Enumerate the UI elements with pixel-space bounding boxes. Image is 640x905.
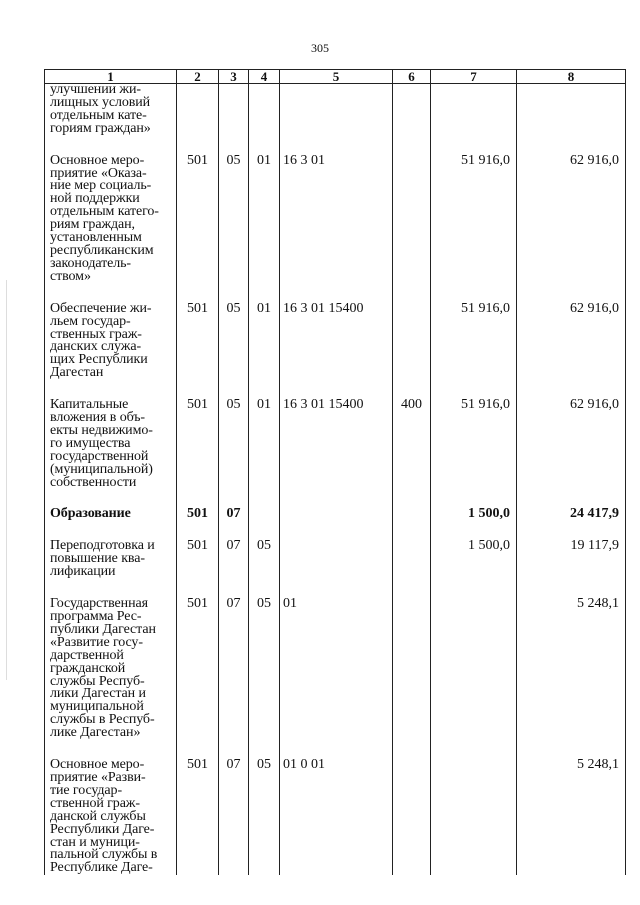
table-row <box>45 155 626 284</box>
row-name-cell: Основное меро- приятие «Разви- тие государ- ственной граж- данской службы Республики Даге- стан и муници- пальной службы в Республике Даге- <box>45 759 177 875</box>
row-value-cell <box>431 598 517 740</box>
row-value-cell: 501 <box>177 155 219 284</box>
row-spacer <box>45 489 626 508</box>
row-value-cell: 01 <box>249 303 280 380</box>
row-name-cell: Образование <box>45 508 177 521</box>
row-value-cell <box>393 759 431 875</box>
spacer-cell <box>393 284 431 303</box>
row-value-cell: 501 <box>177 598 219 740</box>
column-header: 8 <box>517 70 626 84</box>
row-value-cell: 501 <box>177 399 219 489</box>
table-row <box>45 759 626 875</box>
spacer-cell <box>393 740 431 759</box>
row-value-cell: 501 <box>177 303 219 380</box>
table-row <box>45 399 626 489</box>
row-spacer <box>45 284 626 303</box>
row-value-cell: 62 916,0 <box>517 303 626 380</box>
spacer-cell <box>393 489 431 508</box>
row-value-cell: 05 <box>219 303 249 380</box>
table-row <box>45 303 626 380</box>
row-value-cell: 400 <box>393 399 431 489</box>
row-value-cell: 01 <box>249 155 280 284</box>
row-name-cell: улучшении жи- лищных условий отдельным кате- гориям граждан» <box>45 84 177 136</box>
row-value-cell: 05 <box>249 759 280 875</box>
column-header: 3 <box>219 70 249 84</box>
spacer-cell <box>280 489 393 508</box>
row-value-cell: 01 <box>280 598 393 740</box>
row-value-cell: 62 916,0 <box>517 399 626 489</box>
row-value-cell <box>249 508 280 521</box>
row-name-cell: Переподготовка и повышение ква- лификации <box>45 540 177 579</box>
spacer-cell <box>177 284 219 303</box>
spacer-cell <box>517 284 626 303</box>
row-value-cell: 05 <box>249 598 280 740</box>
spacer-cell <box>280 284 393 303</box>
budget-table <box>44 69 626 875</box>
column-header: 2 <box>177 70 219 84</box>
row-value-cell <box>431 759 517 875</box>
margin-scan-line <box>6 280 7 680</box>
row-value-cell: 01 <box>249 399 280 489</box>
row-value-cell: 51 916,0 <box>431 399 517 489</box>
row-value-cell: 07 <box>219 508 249 521</box>
row-value-cell <box>393 84 431 136</box>
row-value-cell: 05 <box>249 540 280 579</box>
row-value-cell <box>249 84 280 136</box>
row-value-cell: 07 <box>219 540 249 579</box>
row-value-cell <box>393 508 431 521</box>
table-body <box>45 84 626 876</box>
row-value-cell: 05 <box>219 399 249 489</box>
column-header: 1 <box>45 70 177 84</box>
row-name-cell: Капитальные вложения в объ- екты недвижимо- го имущества государственной (муниципальной) собственности <box>45 399 177 489</box>
row-value-cell <box>517 84 626 136</box>
spacer-cell <box>249 284 280 303</box>
row-value-cell <box>177 84 219 136</box>
row-value-cell: 05 <box>219 155 249 284</box>
spacer-cell <box>249 489 280 508</box>
spacer-cell <box>280 136 393 155</box>
row-value-cell: 1 500,0 <box>431 508 517 521</box>
spacer-cell <box>280 521 393 540</box>
row-value-cell: 16 3 01 15400 <box>280 399 393 489</box>
spacer-cell <box>45 284 177 303</box>
row-value-cell: 07 <box>219 598 249 740</box>
column-header: 5 <box>280 70 393 84</box>
row-value-cell: 01 0 01 <box>280 759 393 875</box>
row-value-cell <box>280 540 393 579</box>
spacer-cell <box>431 740 517 759</box>
spacer-cell <box>431 136 517 155</box>
row-value-cell: 501 <box>177 508 219 521</box>
spacer-cell <box>219 284 249 303</box>
row-value-cell: 16 3 01 15400 <box>280 303 393 380</box>
row-value-cell <box>393 540 431 579</box>
row-name-cell: Государственная программа Рес- публики Дагестан «Развитие госу- дарственной гражданской службы Респуб- лики Дагестан и муниципальной службы в Респуб- лике Дагестан» <box>45 598 177 740</box>
page-number: 305 <box>311 41 329 55</box>
column-header: 4 <box>249 70 280 84</box>
row-value-cell <box>393 303 431 380</box>
row-name-cell: Основное меро- приятие «Оказа- ние мер социаль- ной поддержки отдельным катего- риям граждан, установленным республиканским законодатель- ством» <box>45 155 177 284</box>
row-value-cell: 62 916,0 <box>517 155 626 284</box>
spacer-cell <box>249 136 280 155</box>
row-value-cell <box>219 84 249 136</box>
spacer-cell <box>177 136 219 155</box>
row-value-cell <box>431 84 517 136</box>
table-row <box>45 540 626 579</box>
row-value-cell: 5 248,1 <box>517 598 626 740</box>
row-value-cell: 1 500,0 <box>431 540 517 579</box>
column-header: 7 <box>431 70 517 84</box>
column-header: 6 <box>393 70 431 84</box>
row-value-cell: 51 916,0 <box>431 155 517 284</box>
row-value-cell <box>280 508 393 521</box>
row-value-cell: 501 <box>177 759 219 875</box>
spacer-cell <box>431 579 517 598</box>
spacer-cell <box>219 136 249 155</box>
row-value-cell: 5 248,1 <box>517 759 626 875</box>
spacer-cell <box>517 136 626 155</box>
row-value-cell <box>280 84 393 136</box>
row-name-cell: Обеспечение жи- льем государ- ственных граж- данских служа- щих Республики Дагестан <box>45 303 177 380</box>
row-value-cell <box>393 598 431 740</box>
spacer-cell <box>393 579 431 598</box>
table-row <box>45 598 626 740</box>
row-value-cell <box>393 155 431 284</box>
row-spacer <box>45 136 626 155</box>
table-row <box>45 84 626 136</box>
row-value-cell: 51 916,0 <box>431 303 517 380</box>
spacer-cell <box>393 521 431 540</box>
row-value-cell: 24 417,9 <box>517 508 626 521</box>
row-value-cell: 19 117,9 <box>517 540 626 579</box>
row-value-cell: 501 <box>177 540 219 579</box>
spacer-cell <box>431 284 517 303</box>
spacer-cell <box>45 136 177 155</box>
table-row <box>45 508 626 521</box>
spacer-cell <box>393 136 431 155</box>
row-value-cell: 16 3 01 <box>280 155 393 284</box>
row-value-cell: 07 <box>219 759 249 875</box>
